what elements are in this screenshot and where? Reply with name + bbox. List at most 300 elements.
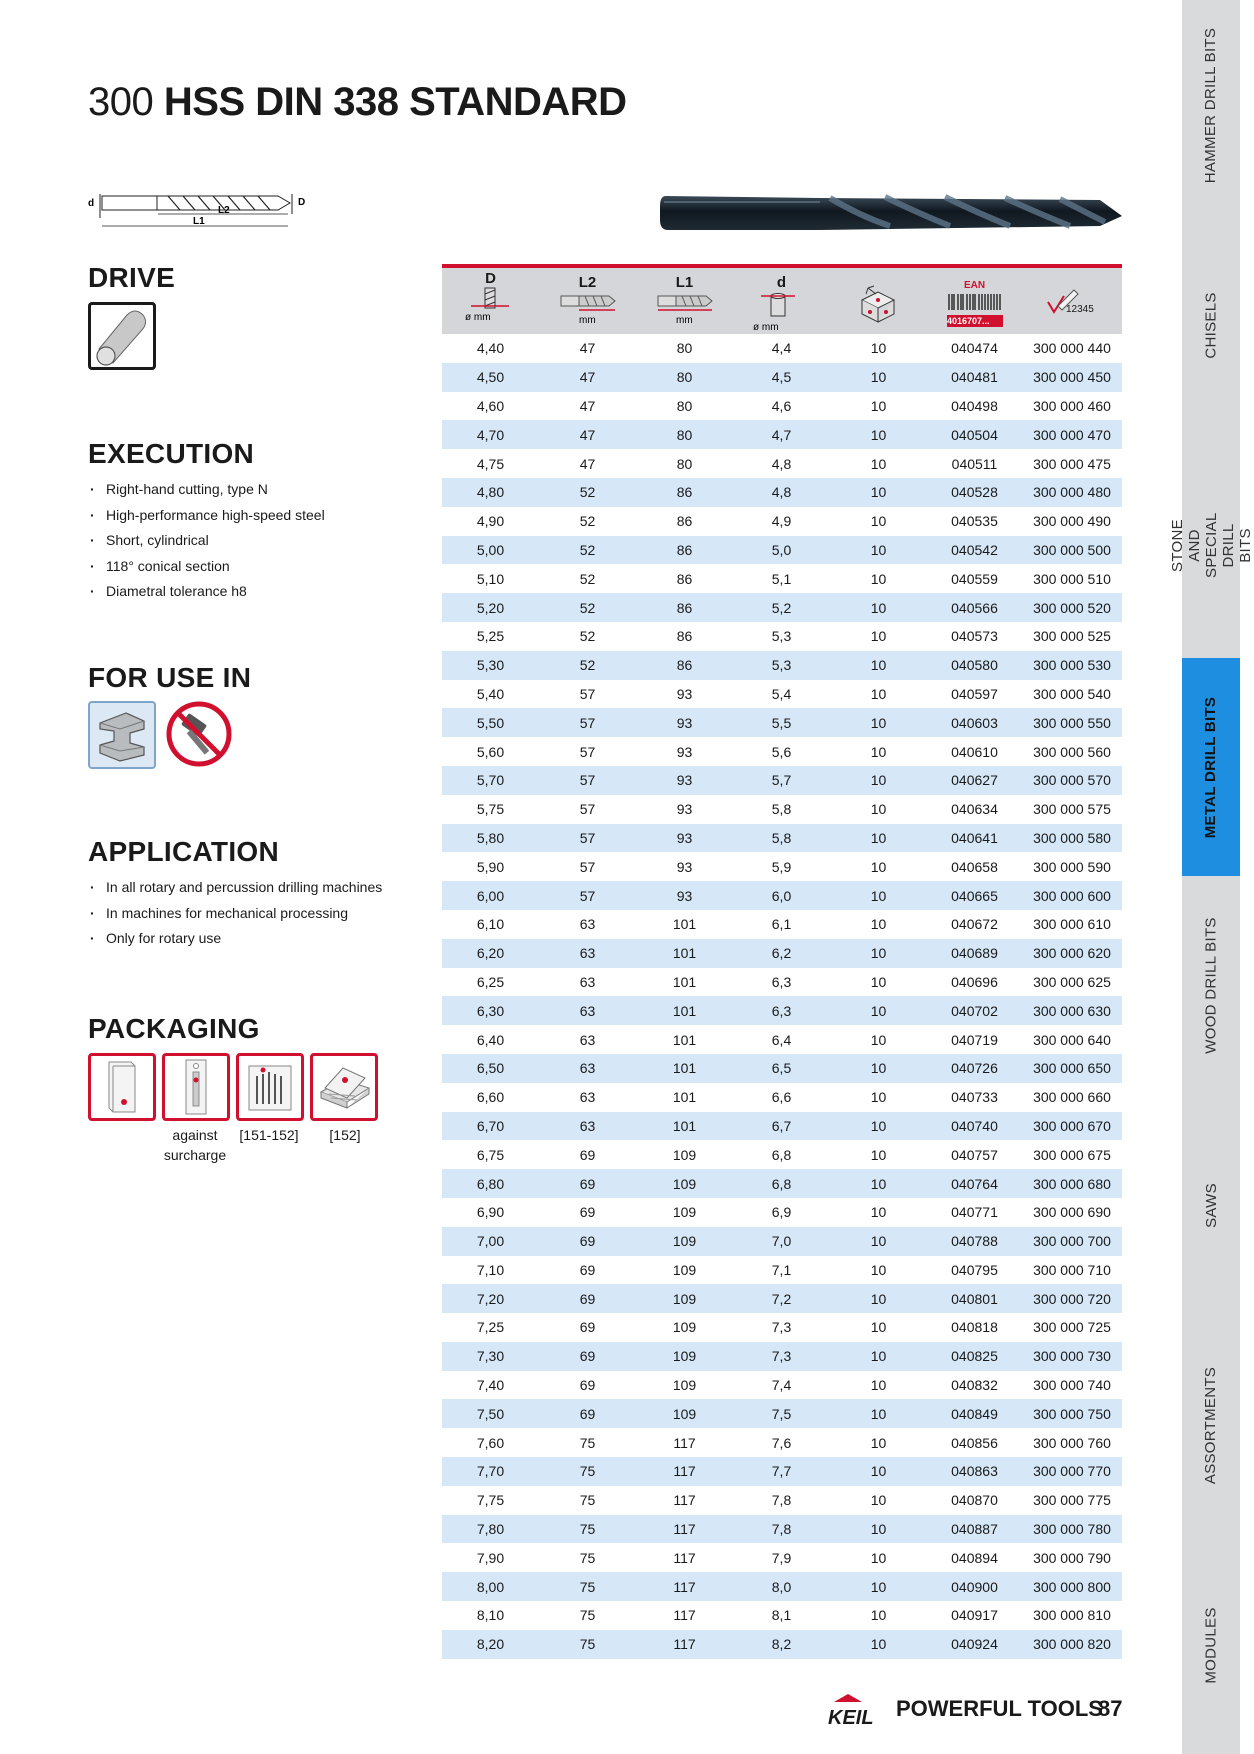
table-cell: 300 000 680	[1033, 1175, 1111, 1192]
product-name: HSS DIN 338 STANDARD	[163, 80, 627, 124]
table-row	[442, 1572, 1122, 1601]
total-length-icon	[654, 294, 714, 330]
packaging-heading: PACKAGING	[88, 1013, 260, 1044]
table-cell: 7,0	[771, 1233, 792, 1250]
table-cell: 040504	[951, 426, 998, 443]
tab-wood-drill-bits[interactable]	[1182, 880, 1240, 1090]
header-article-number	[1022, 268, 1122, 334]
table-row	[442, 622, 1122, 651]
table-cell: 4,50	[476, 369, 505, 386]
table-cell: 300 000 510	[1033, 570, 1111, 587]
table-cell: 117	[673, 1636, 696, 1653]
tab-metal-drill-bits[interactable]	[1182, 658, 1240, 876]
table-cell: 10	[870, 772, 887, 789]
application-list	[88, 875, 382, 952]
header-flute-length	[539, 268, 636, 334]
table-cell: 47	[579, 455, 596, 472]
table-cell: 6,3	[771, 973, 792, 990]
table-cell: 10	[870, 570, 887, 587]
diameter-icon	[465, 286, 515, 326]
table-cell: 6,75	[476, 1146, 505, 1163]
table-cell: 300 000 690	[1033, 1204, 1111, 1221]
table-cell: 5,6	[771, 743, 792, 760]
table-cell: 86	[676, 657, 693, 674]
table-cell: 10	[870, 1089, 887, 1106]
table-cell: 10	[870, 426, 887, 443]
header-label: L2	[578, 274, 597, 291]
table-cell: 93	[676, 858, 693, 875]
table-cell: 4,6	[771, 397, 792, 414]
table-cell: 69	[579, 1348, 596, 1365]
header-label: d	[776, 274, 787, 291]
table-cell: 040832	[951, 1377, 998, 1394]
table-cell: 52	[579, 484, 596, 501]
tab-label: CHISELS	[1202, 291, 1220, 359]
application-item: · Only for rotary use	[88, 926, 382, 952]
table-cell: 300 000 790	[1033, 1549, 1111, 1566]
table-cell: 040634	[951, 801, 998, 818]
table-cell: 101	[672, 1089, 697, 1106]
table-cell: 300 000 500	[1033, 541, 1111, 558]
packaging-caption: [152]	[329, 1127, 361, 1143]
table-row	[442, 1486, 1122, 1515]
tab-label: WOOD DRILL BITS	[1202, 916, 1220, 1054]
table-cell: 10	[870, 743, 887, 760]
drill-bit-image	[660, 186, 1125, 238]
table-cell: 117	[673, 1492, 696, 1509]
table-cell: 7,00	[476, 1233, 505, 1250]
table-cell: 300 000 625	[1033, 973, 1111, 990]
table-cell: 6,9	[771, 1204, 792, 1221]
drill-set-case-icon	[236, 1053, 304, 1121]
table-row	[442, 507, 1122, 536]
table-row	[442, 1428, 1122, 1457]
table-cell: 101	[672, 1060, 697, 1077]
table-cell: 7,30	[476, 1348, 505, 1365]
table-cell: 10	[870, 916, 887, 933]
table-cell: 93	[676, 887, 693, 904]
table-cell: 6,8	[771, 1175, 792, 1192]
tab-saws[interactable]	[1182, 1100, 1240, 1310]
table-cell: 7,10	[476, 1261, 505, 1278]
table-cell: 86	[676, 599, 693, 616]
table-cell: 040702	[951, 1002, 998, 1019]
table-cell: 300 000 470	[1033, 426, 1111, 443]
table-cell: 4,40	[476, 340, 505, 357]
table-cell: 040511	[951, 455, 998, 472]
page-footer	[826, 1690, 1126, 1730]
table-cell: 69	[579, 1261, 596, 1278]
table-cell: 300 000 675	[1033, 1146, 1111, 1163]
execution-heading: EXECUTION	[88, 438, 255, 469]
table-cell: 300 000 640	[1033, 1031, 1111, 1048]
table-cell: 7,70	[476, 1463, 505, 1480]
diagram-label-L1: L1	[193, 216, 205, 227]
table-cell: 7,1	[771, 1261, 792, 1278]
table-cell: 7,75	[476, 1492, 505, 1509]
table-cell: 10	[870, 1290, 887, 1307]
table-row	[442, 852, 1122, 881]
table-cell: 10	[870, 1377, 887, 1394]
table-row	[442, 737, 1122, 766]
table-cell: 300 000 590	[1033, 858, 1111, 875]
table-cell: 300 000 775	[1033, 1492, 1111, 1509]
table-row	[442, 1198, 1122, 1227]
table-cell: 117	[673, 1521, 696, 1538]
table-row	[442, 680, 1122, 709]
table-cell: 6,3	[771, 1002, 792, 1019]
table-cell: 5,40	[476, 685, 505, 702]
tab-chisels[interactable]	[1182, 220, 1240, 430]
tab-stone-special-drill-bits[interactable]	[1168, 440, 1254, 650]
table-cell: 7,25	[476, 1319, 505, 1336]
table-cell: 93	[676, 743, 693, 760]
table-cell: 117	[673, 1607, 696, 1624]
table-cell: 63	[579, 973, 596, 990]
header-unit: mm	[676, 315, 693, 326]
flute-length-icon	[557, 294, 617, 330]
table-cell: 7,40	[476, 1377, 505, 1394]
table-cell: 10	[870, 397, 887, 414]
table-cell: 57	[579, 685, 596, 702]
table-cell: 040849	[951, 1405, 998, 1422]
table-cell: 10	[870, 1204, 887, 1221]
table-cell: 10	[870, 1175, 887, 1192]
table-cell: 7,8	[771, 1492, 792, 1509]
table-cell: 4,8	[771, 484, 792, 501]
table-cell: 300 000 810	[1033, 1607, 1111, 1624]
header-label: L1	[675, 274, 694, 291]
table-cell: 300 000 670	[1033, 1117, 1111, 1134]
table-cell: 300 000 660	[1033, 1089, 1111, 1106]
table-cell: 040818	[951, 1319, 998, 1336]
table-cell: 10	[870, 714, 887, 731]
header-unit: mm	[579, 315, 596, 326]
table-cell: 040740	[951, 1117, 998, 1134]
table-cell: 10	[870, 1492, 887, 1509]
table-cell: 86	[676, 513, 693, 530]
table-cell: 7,3	[771, 1319, 792, 1336]
table-cell: 6,00	[476, 887, 505, 904]
table-cell: 300 000 610	[1033, 916, 1111, 933]
table-cell: 80	[676, 455, 693, 472]
table-cell: 63	[579, 1117, 596, 1134]
table-cell: 10	[870, 484, 887, 501]
table-row	[442, 564, 1122, 593]
table-cell: 300 000 710	[1033, 1261, 1111, 1278]
keil-logo	[826, 1692, 886, 1728]
table-cell: 300 000 730	[1033, 1348, 1111, 1365]
table-cell: 5,60	[476, 743, 505, 760]
table-cell: 10	[870, 829, 887, 846]
table-row	[442, 1140, 1122, 1169]
table-cell: 6,60	[476, 1089, 505, 1106]
table-cell: 93	[676, 829, 693, 846]
table-cell: 80	[676, 426, 693, 443]
table-cell: 47	[579, 397, 596, 414]
table-cell: 040696	[951, 973, 998, 990]
table-cell: 040825	[951, 1348, 998, 1365]
table-cell: 5,2	[771, 599, 792, 616]
table-cell: 040733	[951, 1089, 998, 1106]
table-cell: 93	[676, 772, 693, 789]
tab-modules[interactable]	[1182, 1540, 1240, 1750]
table-cell: 10	[870, 1607, 887, 1624]
table-cell: 040924	[951, 1636, 998, 1653]
table-cell: 6,1	[771, 916, 792, 933]
table-cell: 10	[870, 1319, 887, 1336]
table-cell: 300 000 440	[1033, 340, 1111, 357]
table-cell: 109	[672, 1377, 697, 1394]
table-cell: 7,50	[476, 1405, 505, 1422]
table-cell: 63	[579, 1002, 596, 1019]
tab-label: METAL DRILL BITS	[1202, 696, 1220, 838]
table-cell: 10	[870, 340, 887, 357]
table-cell: 040689	[951, 945, 998, 962]
table-cell: 69	[579, 1290, 596, 1307]
table-cell: 75	[579, 1434, 596, 1451]
application-item: · In machines for mechanical processing	[88, 901, 382, 927]
header-unit: ø mm	[465, 312, 491, 323]
table-cell: 10	[870, 1031, 887, 1048]
table-cell: 040542	[951, 541, 998, 558]
table-cell: 300 000 725	[1033, 1319, 1111, 1336]
table-cell: 6,80	[476, 1175, 505, 1192]
table-cell: 6,40	[476, 1031, 505, 1048]
table-cell: 040474	[951, 340, 998, 357]
table-cell: 300 000 750	[1033, 1405, 1111, 1422]
table-cell: 300 000 550	[1033, 714, 1111, 731]
table-cell: 300 000 530	[1033, 657, 1111, 674]
table-cell: 10	[870, 1117, 887, 1134]
table-cell: 10	[870, 801, 887, 818]
table-cell: 4,7	[771, 426, 792, 443]
table-cell: 75	[579, 1549, 596, 1566]
ean-label: EAN	[963, 280, 986, 291]
table-cell: 040597	[951, 685, 998, 702]
table-cell: 6,70	[476, 1117, 505, 1134]
table-cell: 5,75	[476, 801, 505, 818]
table-cell: 040498	[951, 397, 998, 414]
table-row	[442, 1630, 1122, 1659]
table-cell: 040771	[951, 1204, 998, 1221]
table-row	[442, 651, 1122, 680]
table-cell: 040566	[951, 599, 998, 616]
application-heading: APPLICATION	[88, 836, 280, 867]
table-cell: 040764	[951, 1175, 998, 1192]
table-cell: 040535	[951, 513, 998, 530]
table-cell: 75	[579, 1636, 596, 1653]
table-cell: 86	[676, 541, 693, 558]
table-cell: 300 000 540	[1033, 685, 1111, 702]
table-cell: 57	[579, 714, 596, 731]
table-cell: 5,25	[476, 628, 505, 645]
table-cell: 8,00	[476, 1578, 505, 1595]
table-cell: 7,3	[771, 1348, 792, 1365]
table-cell: 040856	[951, 1434, 998, 1451]
table-cell: 63	[579, 945, 596, 962]
table-cell: 5,1	[771, 570, 792, 587]
table-cell: 57	[579, 772, 596, 789]
packaging-caption: against surcharge	[163, 1127, 227, 1163]
table-cell: 52	[579, 628, 596, 645]
table-cell: 10	[870, 1434, 887, 1451]
table-cell: 69	[579, 1204, 596, 1221]
tab-label: STONE AND SPECIAL DRILL BITS	[1168, 511, 1254, 578]
header-total-length	[636, 268, 733, 334]
table-row	[442, 536, 1122, 565]
table-cell: 10	[870, 973, 887, 990]
table-row	[442, 449, 1122, 478]
table-cell: 109	[672, 1175, 697, 1192]
table-row	[442, 1227, 1122, 1256]
table-cell: 300 000 460	[1033, 397, 1111, 414]
table-cell: 117	[673, 1549, 696, 1566]
table-cell: 10	[870, 1549, 887, 1566]
table-cell: 7,80	[476, 1521, 505, 1538]
table-cell: 6,30	[476, 1002, 505, 1019]
table-row	[442, 910, 1122, 939]
table-cell: 10	[870, 369, 887, 386]
table-cell: 040610	[951, 743, 998, 760]
table-cell: 8,0	[771, 1578, 792, 1595]
table-cell: 5,4	[771, 685, 792, 702]
table-row	[442, 939, 1122, 968]
table-cell: 8,2	[771, 1636, 792, 1653]
table-row	[442, 996, 1122, 1025]
table-cell: 040795	[951, 1261, 998, 1278]
table-cell: 10	[870, 657, 887, 674]
table-cell: 040665	[951, 887, 998, 904]
table-cell: 101	[672, 916, 697, 933]
table-cell: 5,90	[476, 858, 505, 875]
table-cell: 7,90	[476, 1549, 505, 1566]
table-row	[442, 1371, 1122, 1400]
table-cell: 6,4	[771, 1031, 792, 1048]
table-cell: 5,8	[771, 801, 792, 818]
table-cell: 6,0	[771, 887, 792, 904]
footer-slogan: POWERFUL TOOLS	[896, 1696, 1103, 1721]
table-cell: 300 000 700	[1033, 1233, 1111, 1250]
header-label: D	[485, 270, 496, 287]
table-cell: 300 000 650	[1033, 1060, 1111, 1077]
table-cell: 040672	[951, 916, 998, 933]
table-cell: 10	[870, 1405, 887, 1422]
table-cell: 109	[672, 1261, 697, 1278]
table-row	[442, 1284, 1122, 1313]
tab-label: ASSORTMENTS	[1202, 1366, 1220, 1484]
table-cell: 040719	[951, 1031, 998, 1048]
table-cell: 6,5	[771, 1060, 792, 1077]
table-cell: 300 000 570	[1033, 772, 1111, 789]
header-diameter	[442, 268, 539, 334]
tab-hammer-drill-bits[interactable]	[1182, 0, 1240, 210]
application-item: · In all rotary and percussion drilling machines	[88, 875, 382, 901]
table-cell: 5,7	[771, 772, 792, 789]
table-cell: 7,7	[771, 1463, 792, 1480]
table-cell: 86	[676, 628, 693, 645]
table-cell: 93	[676, 801, 693, 818]
table-cell: 63	[579, 1089, 596, 1106]
table-cell: 93	[676, 714, 693, 731]
table-row	[442, 824, 1122, 853]
table-cell: 5,80	[476, 829, 505, 846]
table-cell: 8,10	[476, 1607, 505, 1624]
table-cell: 6,2	[771, 945, 792, 962]
table-row	[442, 1169, 1122, 1198]
table-row	[442, 593, 1122, 622]
table-cell: 10	[870, 599, 887, 616]
table-row	[442, 1256, 1122, 1285]
execution-item: · 118° conical section	[88, 554, 325, 580]
header-shank-diameter	[733, 268, 830, 334]
table-cell: 109	[672, 1290, 697, 1307]
table-cell: 75	[579, 1521, 596, 1538]
table-cell: 300 000 770	[1033, 1463, 1111, 1480]
table-cell: 47	[579, 340, 596, 357]
table-cell: 8,20	[476, 1636, 505, 1653]
table-cell: 57	[579, 887, 596, 904]
table-cell: 300 000 525	[1033, 628, 1111, 645]
table-cell: 040801	[951, 1290, 998, 1307]
table-cell: 52	[579, 513, 596, 530]
table-cell: 040627	[951, 772, 998, 789]
table-cell: 52	[579, 657, 596, 674]
product-number: 300	[88, 80, 154, 124]
table-row	[442, 1112, 1122, 1141]
table-cell: 300 000 780	[1033, 1521, 1111, 1538]
table-cell: 4,75	[476, 455, 505, 472]
no-hammer-icon	[165, 700, 233, 768]
table-cell: 040580	[951, 657, 998, 674]
table-cell: 52	[579, 599, 596, 616]
table-cell: 80	[676, 397, 693, 414]
category-sidebar	[1168, 0, 1254, 1754]
execution-list	[88, 477, 325, 605]
table-cell: 10	[870, 858, 887, 875]
table-cell: 4,60	[476, 397, 505, 414]
table-cell: 117	[673, 1578, 696, 1595]
table-cell: 57	[579, 829, 596, 846]
table-row	[442, 334, 1122, 363]
table-row	[442, 478, 1122, 507]
tab-assortments[interactable]	[1182, 1320, 1240, 1530]
table-cell: 040900	[951, 1578, 998, 1595]
table-cell: 109	[672, 1233, 697, 1250]
table-cell: 5,8	[771, 829, 792, 846]
tab-label: MODULES	[1202, 1606, 1220, 1684]
table-cell: 300 000 475	[1033, 455, 1111, 472]
table-row	[442, 795, 1122, 824]
table-cell: 63	[579, 916, 596, 933]
table-row	[442, 1515, 1122, 1544]
table-cell: 6,25	[476, 973, 505, 990]
table-cell: 6,10	[476, 916, 505, 933]
table-row	[442, 1025, 1122, 1054]
table-cell: 040726	[951, 1060, 998, 1077]
page-number: 87	[1098, 1696, 1123, 1721]
table-cell: 040658	[951, 858, 998, 875]
diagram-label-L2: L2	[218, 205, 230, 216]
table-cell: 7,8	[771, 1521, 792, 1538]
table-cell: 7,60	[476, 1434, 505, 1451]
diagram-label-d: d	[88, 198, 95, 209]
table-cell: 300 000 630	[1033, 1002, 1111, 1019]
table-cell: 10	[870, 541, 887, 558]
table-cell: 75	[579, 1492, 596, 1509]
table-cell: 101	[672, 1031, 697, 1048]
table-row	[442, 1399, 1122, 1428]
